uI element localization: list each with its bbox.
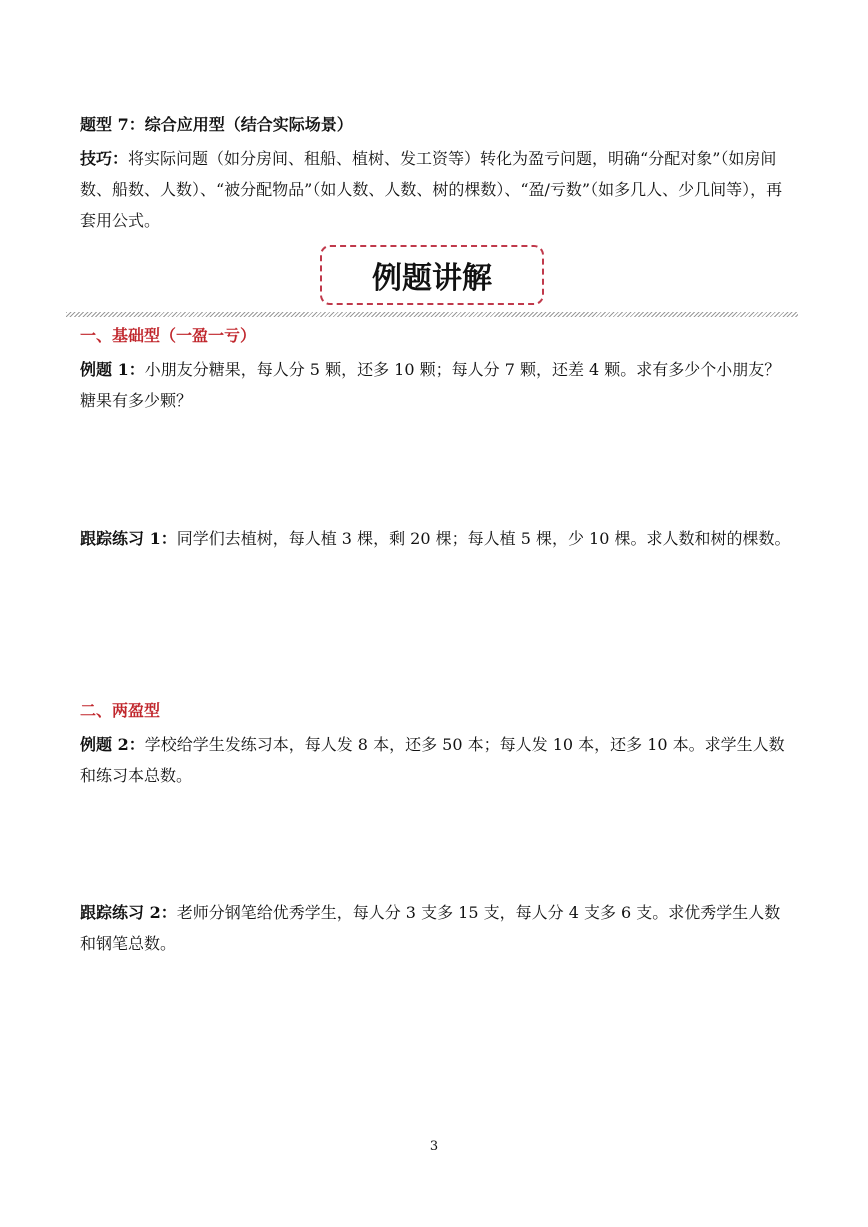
example-1: [80, 354, 792, 416]
practice-2-label: 跟踪练习 2：: [80, 903, 177, 922]
hatched-divider: [66, 312, 798, 317]
topic-heading: 题型 7：综合应用型（结合实际场景）: [80, 115, 353, 134]
practice-1-text: 同学们去植树，每人植 3 棵，剩 20 棵；每人植 5 棵，少 10 棵。求人数和树的棵数。: [176, 529, 791, 548]
example-2-text: 学校给学生发练习本，每人发 8 本，还多 50 本；每人发 10 本，还多 10 本。求学生人数和练习本总数。: [80, 735, 785, 785]
example-1-label: 例题 1：: [80, 360, 145, 379]
example-2-label: 例题 2：: [80, 735, 145, 754]
example-banner: 例题讲解: [320, 245, 544, 305]
practice-2: [80, 897, 792, 959]
tip-label: 技巧：: [80, 149, 129, 168]
section-heading-double-surplus: 二、两盈型: [80, 701, 161, 720]
practice-1-label: 跟踪练习 1：: [80, 529, 177, 548]
example-2: [80, 729, 792, 791]
section-heading-basic: 一、基础型（一盈一亏）: [80, 326, 257, 345]
page-number: 3: [429, 1139, 439, 1154]
tip-text: 将实际问题（如分房间、租船、植树、发工资等）转化为盈亏问题，明确“分配对象”（如房间数、船数、人数）、“被分配物品”（如人数、人数、树的棵数）、“盈/亏数”（如多几人、少几间等），再套用公式。: [80, 149, 783, 230]
example-1-text: 小朋友分糖果，每人分 5 颗，还多 10 颗；每人分 7 颗，还差 4 颗。求有多少个小朋友？糖果有多少颗？: [80, 360, 781, 410]
tip-paragraph: [80, 143, 792, 236]
practice-2-text: 老师分钢笔给优秀学生，每人分 3 支多 15 支，每人分 4 支多 6 支。求优秀学生人数和钢笔总数。: [80, 903, 781, 953]
practice-1: [80, 523, 792, 554]
